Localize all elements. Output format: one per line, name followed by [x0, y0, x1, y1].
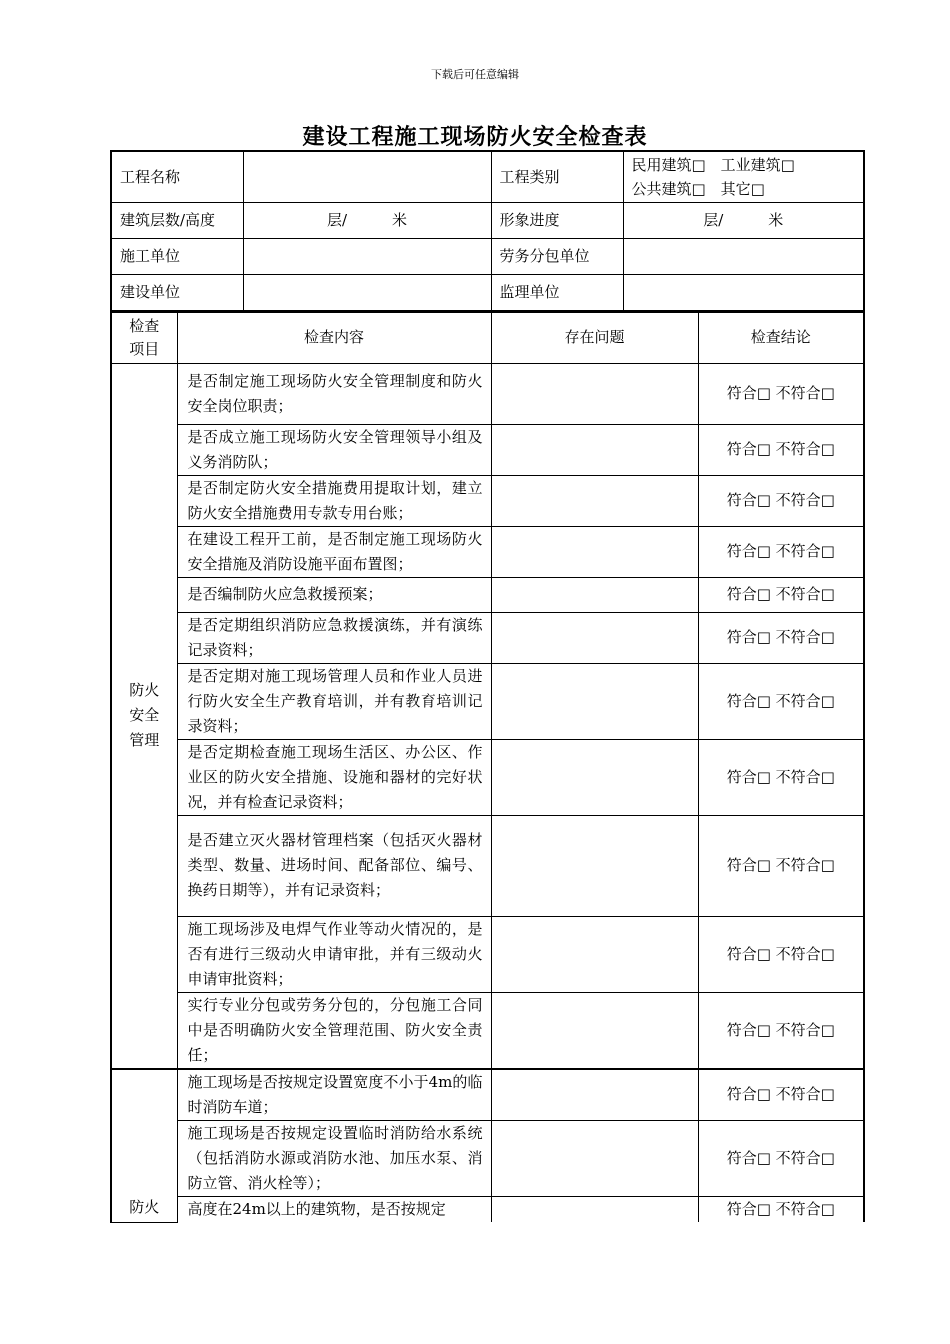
conclusion-checkbox[interactable]: 符合□ 不符合□: [698, 1120, 864, 1196]
labor-subcontract-value[interactable]: [623, 239, 864, 275]
conclusion-checkbox[interactable]: 符合□ 不符合□: [698, 424, 864, 475]
problem-cell[interactable]: [491, 739, 698, 815]
problem-cell[interactable]: [491, 1120, 698, 1196]
check-item: 施工现场是否按规定设置宽度不小于4m的临时消防车道；: [177, 1069, 491, 1121]
developer-label: 建设单位: [111, 275, 243, 312]
check-item: 是否编制防火应急救援预案；: [177, 577, 491, 612]
check-item: 是否定期组织消防应急救援演练，并有演练记录资料；: [177, 612, 491, 663]
col-item-line1: 检查: [129, 316, 160, 335]
check-item: 施工现场是否按规定设置临时消防给水系统（包括消防水源或消防水池、加压水泵、消防立管、消火栓等）；: [177, 1120, 491, 1196]
floors-label: 建筑层数/高度: [111, 203, 243, 239]
col-conclusion-header: 检查结论: [698, 312, 864, 363]
category-fire-facilities: 防火: [111, 1069, 177, 1223]
conclusion-checkbox[interactable]: 符合□ 不符合□: [698, 475, 864, 526]
check-item: 是否制定防火安全措施费用提取计划，建立防火安全措施费用专款专用台账；: [177, 475, 491, 526]
problem-cell[interactable]: [491, 424, 698, 475]
col-item-header: [111, 312, 177, 363]
check-item: 是否建立灭火器材管理档案（包括灭火器材类型、数量、进场时间、配备部位、编号、换药日期等），并有记录资料；: [177, 815, 491, 916]
problem-cell[interactable]: [491, 663, 698, 739]
conclusion-checkbox[interactable]: 符合□ 不符合□: [698, 815, 864, 916]
category1-line2: 安全: [129, 706, 160, 724]
category1-line1: 防火: [129, 681, 160, 699]
project-name-label: 工程名称: [111, 151, 243, 203]
problem-cell[interactable]: [491, 475, 698, 526]
project-name-value[interactable]: [243, 151, 491, 203]
problem-cell[interactable]: [491, 1069, 698, 1121]
col-item-line2: 项目: [129, 339, 160, 358]
conclusion-checkbox[interactable]: 符合□ 不符合□: [698, 992, 864, 1069]
check-item: 高度在24m以上的建筑物，是否按规定: [177, 1196, 491, 1222]
problem-cell[interactable]: [491, 815, 698, 916]
check-item: 实行专业分包或劳务分包的，分包施工合同中是否明确防火安全管理范围、防火安全责任；: [177, 992, 491, 1069]
supervision-label: 监理单位: [491, 275, 623, 312]
progress-label: 形象进度: [491, 203, 623, 239]
construction-unit-value[interactable]: [243, 239, 491, 275]
conclusion-checkbox[interactable]: 符合□ 不符合□: [698, 1196, 864, 1222]
problem-cell[interactable]: [491, 992, 698, 1069]
construction-unit-label: 施工单位: [111, 239, 243, 275]
page-title: 建设工程施工现场防火安全检查表: [302, 124, 648, 150]
supervision-value[interactable]: [623, 275, 864, 312]
conclusion-checkbox[interactable]: 符合□ 不符合□: [698, 363, 864, 424]
check-item: 是否制定施工现场防火安全管理制度和防火安全岗位职责；: [177, 363, 491, 424]
project-type-label: 工程类别: [491, 151, 623, 203]
conclusion-checkbox[interactable]: 符合□ 不符合□: [698, 663, 864, 739]
conclusion-checkbox[interactable]: 符合□ 不符合□: [698, 612, 864, 663]
check-item: 是否成立施工现场防火安全管理领导小组及义务消防队；: [177, 424, 491, 475]
project-info-table: [110, 150, 865, 312]
inspection-table: [110, 311, 865, 1223]
check-item: 在建设工程开工前，是否制定施工现场防火安全措施及消防设施平面布置图；: [177, 526, 491, 577]
progress-value[interactable]: 层/ 米: [623, 203, 864, 239]
conclusion-checkbox[interactable]: 符合□ 不符合□: [698, 1069, 864, 1121]
conclusion-checkbox[interactable]: 符合□ 不符合□: [698, 577, 864, 612]
labor-subcontract-label: 劳务分包单位: [491, 239, 623, 275]
developer-value[interactable]: [243, 275, 491, 312]
header-note: 下载后可任意编辑: [431, 68, 519, 81]
check-item: 施工现场涉及电焊气作业等动火情况的，是否有进行三级动火申请审批，并有三级动火申请审批资料；: [177, 916, 491, 992]
conclusion-checkbox[interactable]: 符合□ 不符合□: [698, 916, 864, 992]
check-item: 是否定期对施工现场管理人员和作业人员进行防火安全生产教育培训，并有教育培训记录资料；: [177, 663, 491, 739]
problem-cell[interactable]: [491, 916, 698, 992]
conclusion-checkbox[interactable]: 符合□ 不符合□: [698, 739, 864, 815]
problem-cell[interactable]: [491, 363, 698, 424]
floors-value[interactable]: 层/ 米: [243, 203, 491, 239]
col-content-header: 检查内容: [177, 312, 491, 363]
category-fire-safety-management: [111, 363, 177, 1069]
conclusion-checkbox[interactable]: 符合□ 不符合□: [698, 526, 864, 577]
problem-cell[interactable]: [491, 1196, 698, 1222]
check-item: 是否定期检查施工现场生活区、办公区、作业区的防火安全措施、设施和器材的完好状况，并有检查记录资料；: [177, 739, 491, 815]
col-problems-header: 存在问题: [491, 312, 698, 363]
project-type-line1: 民用建筑□ 工业建筑□: [631, 156, 795, 174]
problem-cell[interactable]: [491, 526, 698, 577]
project-type-line2: 公共建筑□ 其它□: [631, 180, 765, 198]
project-type-options[interactable]: [623, 151, 864, 203]
problem-cell[interactable]: [491, 612, 698, 663]
category1-line3: 管理: [129, 731, 160, 749]
problem-cell[interactable]: [491, 577, 698, 612]
